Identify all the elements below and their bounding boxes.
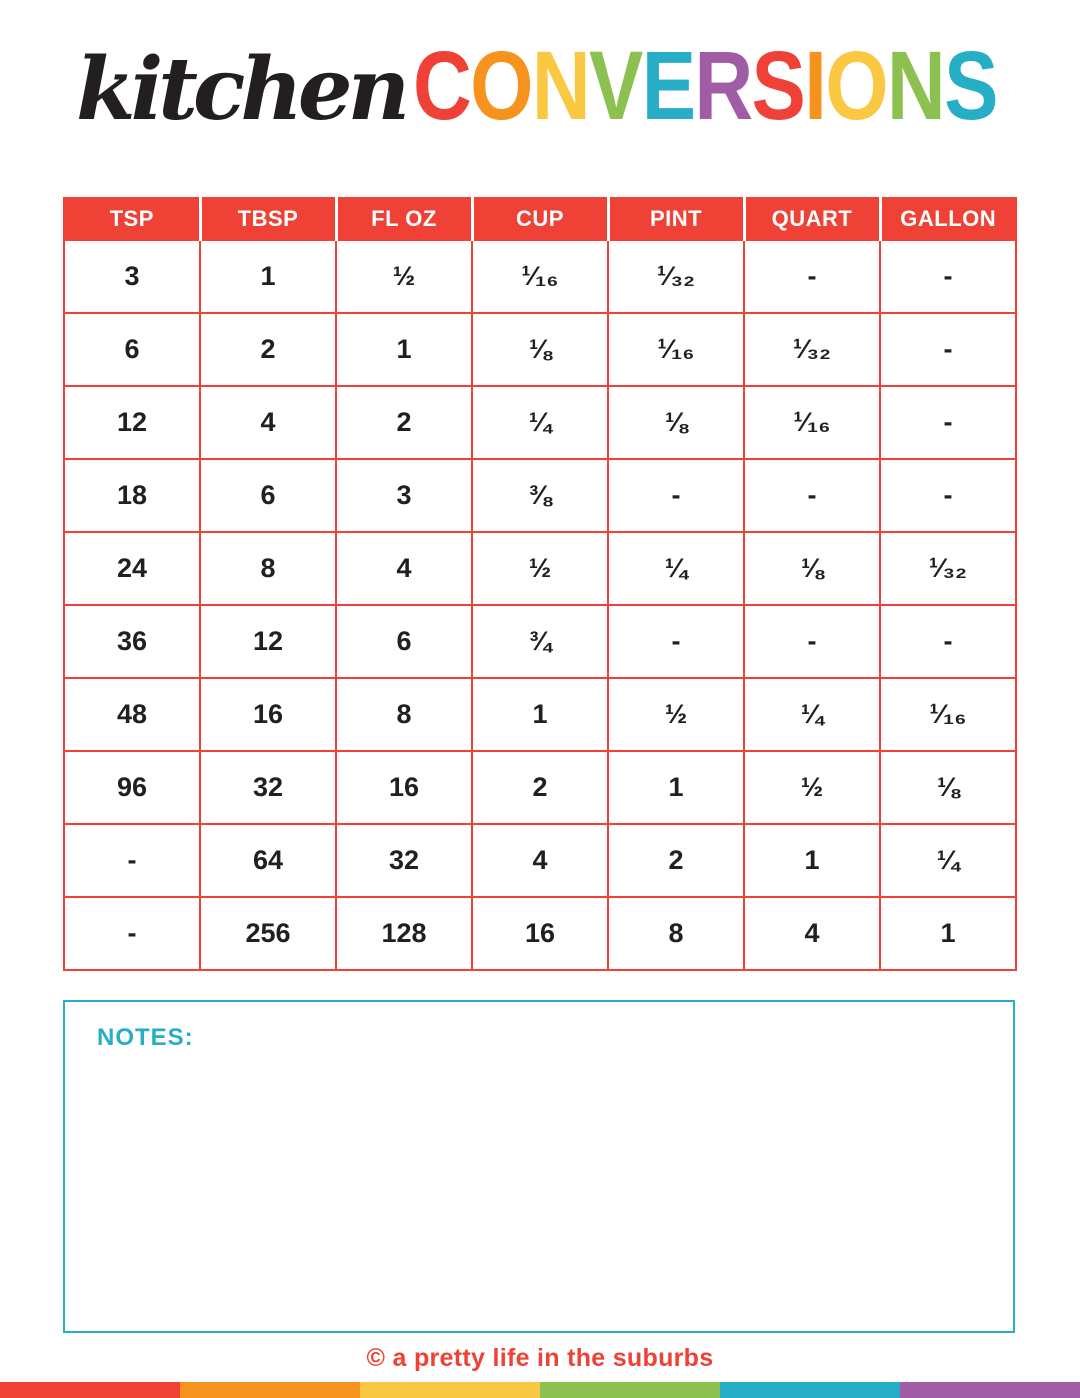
column-header: QUART: [744, 198, 880, 240]
table-cell: ¹⁄₃₂: [608, 240, 744, 313]
bar-segment: [720, 1382, 900, 1398]
notes-label: NOTES:: [97, 1024, 194, 1051]
bar-segment: [0, 1382, 180, 1398]
bar-segment: [540, 1382, 720, 1398]
table-row: [64, 459, 1016, 532]
table-cell: ¹⁄₃₂: [744, 313, 880, 386]
table-cell: 1: [200, 240, 336, 313]
bar-segment: [900, 1382, 1080, 1398]
title-script-word: kitchen: [76, 39, 406, 140]
table-cell: -: [880, 240, 1016, 313]
title-letter: E: [641, 31, 695, 140]
title-letter: S: [751, 31, 805, 140]
table-cell: ¹⁄₃₂: [880, 532, 1016, 605]
title-letter: S: [944, 31, 997, 140]
table-row: [64, 386, 1016, 459]
table-cell: ¾: [472, 605, 608, 678]
table-cell: 36: [64, 605, 200, 678]
table-cell: 6: [64, 313, 200, 386]
table-cell: ⅛: [744, 532, 880, 605]
table-cell: 1: [336, 313, 472, 386]
table-cell: 32: [336, 824, 472, 897]
table-cell: -: [744, 240, 880, 313]
bar-segment: [360, 1382, 540, 1398]
table-row: [64, 240, 1016, 313]
table-cell: ½: [744, 751, 880, 824]
title-letter: I: [804, 31, 826, 140]
table-cell: 32: [200, 751, 336, 824]
table-cell: ½: [472, 532, 608, 605]
table-cell: 4: [200, 386, 336, 459]
table-cell: 16: [336, 751, 472, 824]
table-cell: 8: [608, 897, 744, 970]
table-cell: ¹⁄₁₆: [880, 678, 1016, 751]
table-cell: 4: [336, 532, 472, 605]
table-cell: 18: [64, 459, 200, 532]
table-cell: 1: [744, 824, 880, 897]
table-row: [64, 678, 1016, 751]
table-cell: 8: [200, 532, 336, 605]
table-cell: ⅛: [472, 313, 608, 386]
table-cell: -: [744, 605, 880, 678]
column-header: PINT: [608, 198, 744, 240]
table-cell: 1: [880, 897, 1016, 970]
table-cell: 64: [200, 824, 336, 897]
title-letter: V: [589, 31, 642, 140]
table-cell: 16: [472, 897, 608, 970]
table-cell: 128: [336, 897, 472, 970]
column-header: GALLON: [880, 198, 1016, 240]
title-letter: N: [887, 31, 945, 140]
table-cell: ¼: [880, 824, 1016, 897]
table-cell: -: [880, 313, 1016, 386]
column-header: TBSP: [200, 198, 336, 240]
table-cell: -: [880, 386, 1016, 459]
column-header: TSP: [64, 198, 200, 240]
table-cell: ⅛: [880, 751, 1016, 824]
rainbow-bar: [0, 1382, 1080, 1398]
table-cell: ⅛: [608, 386, 744, 459]
table-row: [64, 532, 1016, 605]
table-cell: 8: [336, 678, 472, 751]
notes-box: [63, 1000, 1015, 1333]
table-cell: 6: [336, 605, 472, 678]
table-row: [64, 605, 1016, 678]
table-cell: 4: [472, 824, 608, 897]
table-cell: 2: [608, 824, 744, 897]
bar-segment: [180, 1382, 360, 1398]
table-cell: -: [880, 459, 1016, 532]
table-cell: 2: [336, 386, 472, 459]
column-header: FL OZ: [336, 198, 472, 240]
table-cell: ½: [608, 678, 744, 751]
table-cell: 96: [64, 751, 200, 824]
table-cell: 3: [64, 240, 200, 313]
title-letter: R: [694, 31, 752, 140]
table-cell: -: [608, 605, 744, 678]
title-colored-word: [413, 30, 997, 142]
conversion-table-header: [64, 198, 1016, 240]
column-header: CUP: [472, 198, 608, 240]
table-cell: 24: [64, 532, 200, 605]
table-cell: ½: [336, 240, 472, 313]
page-title: [76, 30, 1080, 150]
table-cell: 4: [744, 897, 880, 970]
table-cell: 48: [64, 678, 200, 751]
table-cell: 2: [200, 313, 336, 386]
table-cell: -: [64, 897, 200, 970]
table-cell: -: [64, 824, 200, 897]
title-letter: O: [470, 31, 532, 140]
table-cell: ¼: [744, 678, 880, 751]
table-cell: 1: [608, 751, 744, 824]
table-cell: -: [608, 459, 744, 532]
table-cell: ¼: [472, 386, 608, 459]
table-cell: -: [744, 459, 880, 532]
table-cell: 3: [336, 459, 472, 532]
table-cell: 12: [64, 386, 200, 459]
title-letter: C: [413, 31, 471, 140]
conversion-table-body: [64, 240, 1016, 970]
table-cell: 6: [200, 459, 336, 532]
footer-credit: © a pretty life in the suburbs: [366, 1344, 714, 1372]
table-cell: 1: [472, 678, 608, 751]
conversion-table: [63, 197, 1017, 971]
table-row: [64, 824, 1016, 897]
table-cell: ¹⁄₁₆: [472, 240, 608, 313]
table-cell: ⅜: [472, 459, 608, 532]
table-row: [64, 313, 1016, 386]
table-cell: 256: [200, 897, 336, 970]
table-cell: ¹⁄₁₆: [608, 313, 744, 386]
table-cell: 16: [200, 678, 336, 751]
header-row: [64, 198, 1016, 240]
title-letter: N: [531, 31, 590, 140]
table-cell: ¹⁄₁₆: [744, 386, 880, 459]
title-letter: O: [825, 31, 888, 140]
table-cell: 2: [472, 751, 608, 824]
table-row: [64, 751, 1016, 824]
table-row: [64, 897, 1016, 970]
table-cell: -: [880, 605, 1016, 678]
table-cell: ¼: [608, 532, 744, 605]
table-cell: 12: [200, 605, 336, 678]
